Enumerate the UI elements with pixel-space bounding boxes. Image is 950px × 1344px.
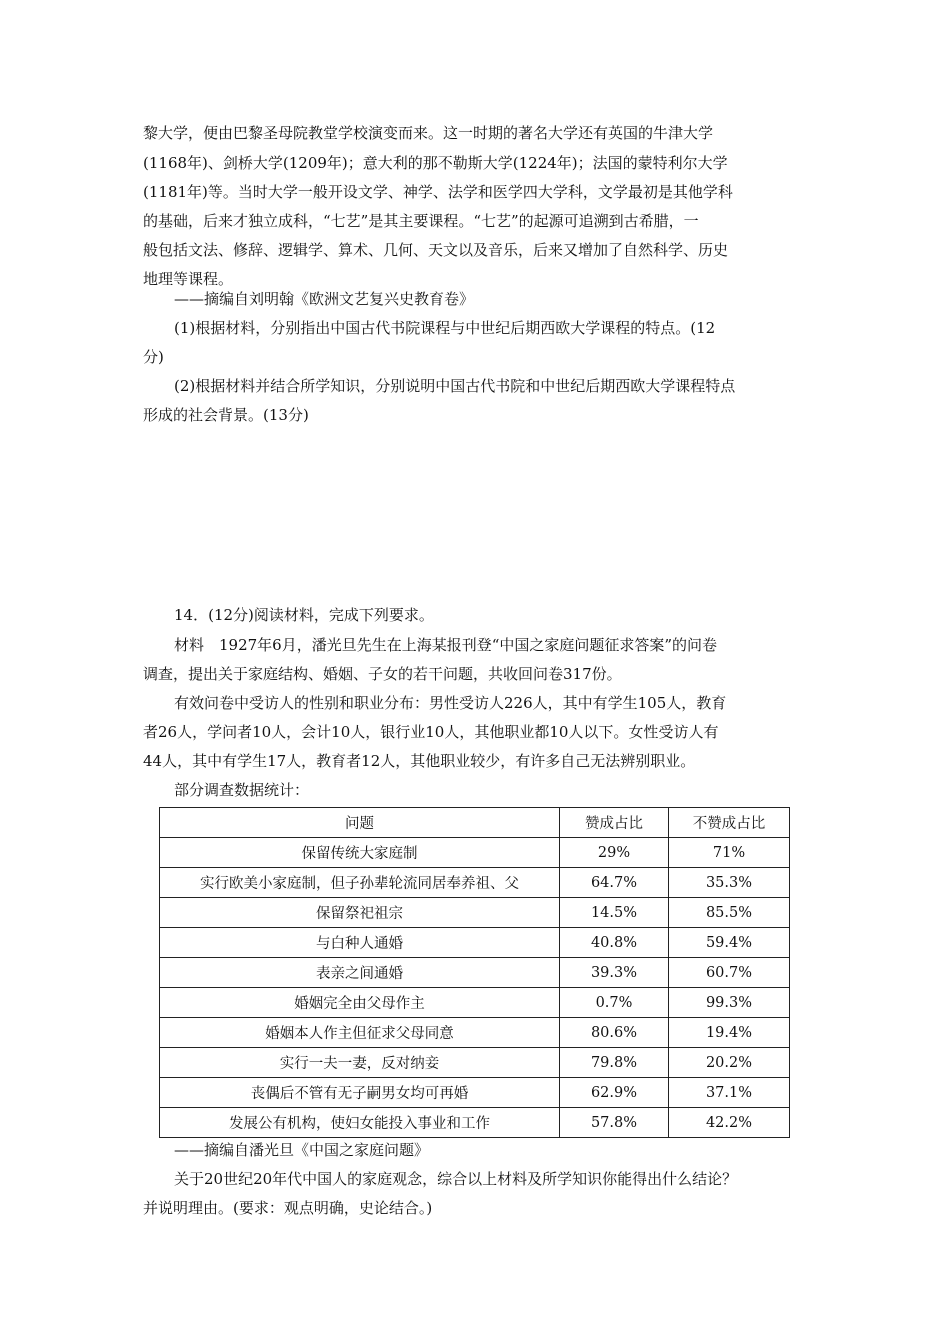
paragraph-line: 黎大学，便由巴黎圣母院教堂学校演变而来。这一时期的著名大学还有英国的牛津大学 bbox=[143, 124, 714, 142]
table-row bbox=[160, 1048, 790, 1078]
disapprove-cell: 37.1% bbox=[669, 1078, 790, 1108]
column-header: 问题 bbox=[160, 808, 560, 838]
approve-cell: 79.8% bbox=[560, 1048, 669, 1078]
issue-cell: 表亲之间通婚 bbox=[160, 958, 560, 988]
disapprove-cell: 85.5% bbox=[669, 898, 790, 928]
paragraph-line: 般包括文法、修辞、逻辑学、算术、几何、天文以及音乐，后来又增加了自然科学、历史 bbox=[143, 241, 729, 259]
question-13-2-continuation: 形成的社会背景。(13分) bbox=[143, 406, 309, 424]
table-row bbox=[160, 988, 790, 1018]
table-row bbox=[160, 898, 790, 928]
table-row bbox=[160, 868, 790, 898]
disapprove-cell: 59.4% bbox=[669, 928, 790, 958]
table-row bbox=[160, 928, 790, 958]
question-13-1: (1)根据材料，分别指出中国古代书院课程与中世纪后期西欧大学课程的特点。(12 bbox=[174, 319, 716, 337]
paragraph-line: (1181年)等。当时大学一般开设文学、神学、法学和医学四大学科，文学最初是其他学科 bbox=[143, 183, 733, 201]
source-citation: ——摘编自刘明翰《欧洲文艺复兴史教育卷》 bbox=[174, 290, 475, 308]
material-line: 材料 1927年6月，潘光旦先生在上海某报刊登“中国之家庭问题征求答案”的问卷 bbox=[174, 636, 718, 654]
issue-cell: 发展公有机构，使妇女能投入事业和工作 bbox=[160, 1108, 560, 1138]
approve-cell: 80.6% bbox=[560, 1018, 669, 1048]
question-14-header: 14．(12分)阅读材料，完成下列要求。 bbox=[174, 606, 434, 624]
paragraph-line: (1168年)、剑桥大学(1209年)；意大利的那不勒斯大学(1224年)；法国的蒙特利尔大学 bbox=[143, 154, 728, 172]
column-header: 赞成占比 bbox=[560, 808, 669, 838]
respondent-line: 者26人，学问者10人，会计10人，银行业10人，其他职业都10人以下。女性受访人有 bbox=[143, 723, 719, 741]
table-row bbox=[160, 1108, 790, 1138]
table-row bbox=[160, 958, 790, 988]
disapprove-cell: 42.2% bbox=[669, 1108, 790, 1138]
question-13-2: (2)根据材料并结合所学知识，分别说明中国古代书院和中世纪后期西欧大学课程特点 bbox=[174, 377, 736, 395]
issue-cell: 实行一夫一妻，反对纳妾 bbox=[160, 1048, 560, 1078]
question-14-prompt-continuation: 并说明理由。(要求：观点明确，史论结合。) bbox=[143, 1199, 433, 1217]
question-13-1-continuation: 分) bbox=[143, 348, 164, 366]
approve-cell: 14.5% bbox=[560, 898, 669, 928]
table-row bbox=[160, 838, 790, 868]
table-header-row bbox=[160, 808, 790, 838]
stats-intro: 部分调查数据统计： bbox=[174, 781, 310, 799]
issue-cell: 丧偶后不管有无子嗣男女均可再婚 bbox=[160, 1078, 560, 1108]
issue-cell: 保留传统大家庭制 bbox=[160, 838, 560, 868]
approve-cell: 39.3% bbox=[560, 958, 669, 988]
issue-cell: 与白种人通婚 bbox=[160, 928, 560, 958]
approve-cell: 0.7% bbox=[560, 988, 669, 1018]
disapprove-cell: 19.4% bbox=[669, 1018, 790, 1048]
disapprove-cell: 60.7% bbox=[669, 958, 790, 988]
table-row bbox=[160, 1018, 790, 1048]
disapprove-cell: 20.2% bbox=[669, 1048, 790, 1078]
disapprove-cell: 71% bbox=[669, 838, 790, 868]
source-citation: ——摘编自潘光旦《中国之家庭问题》 bbox=[174, 1141, 430, 1159]
disapprove-cell: 35.3% bbox=[669, 868, 790, 898]
paragraph-line: 的基础，后来才独立成科，“七艺”是其主要课程。“七艺”的起源可追溯到古希腊，一 bbox=[143, 212, 699, 230]
issue-cell: 实行欧美小家庭制，但子孙辈轮流同居奉养祖、父 bbox=[160, 868, 560, 898]
paragraph-line: 地理等课程。 bbox=[143, 270, 234, 288]
approve-cell: 64.7% bbox=[560, 868, 669, 898]
issue-cell: 婚姻本人作主但征求父母同意 bbox=[160, 1018, 560, 1048]
question-14-prompt: 关于20世纪20年代中国人的家庭观念，综合以上材料及所学知识你能得出什么结论？ bbox=[174, 1170, 738, 1188]
respondent-line: 有效问卷中受访人的性别和职业分布：男性受访人226人，其中有学生105人，教育 bbox=[174, 694, 727, 712]
column-header: 不赞成占比 bbox=[669, 808, 790, 838]
approve-cell: 29% bbox=[560, 838, 669, 868]
respondent-line: 44人，其中有学生17人，教育者12人，其他职业较少，有许多自己无法辨别职业。 bbox=[143, 752, 696, 770]
issue-cell: 保留祭祀祖宗 bbox=[160, 898, 560, 928]
table-row bbox=[160, 1078, 790, 1108]
approve-cell: 40.8% bbox=[560, 928, 669, 958]
issue-cell: 婚姻完全由父母作主 bbox=[160, 988, 560, 1018]
approve-cell: 62.9% bbox=[560, 1078, 669, 1108]
disapprove-cell: 99.3% bbox=[669, 988, 790, 1018]
approve-cell: 57.8% bbox=[560, 1108, 669, 1138]
survey-table bbox=[159, 807, 790, 1138]
material-line: 调查，提出关于家庭结构、婚姻、子女的若干问题，共收回问卷317份。 bbox=[143, 665, 622, 683]
